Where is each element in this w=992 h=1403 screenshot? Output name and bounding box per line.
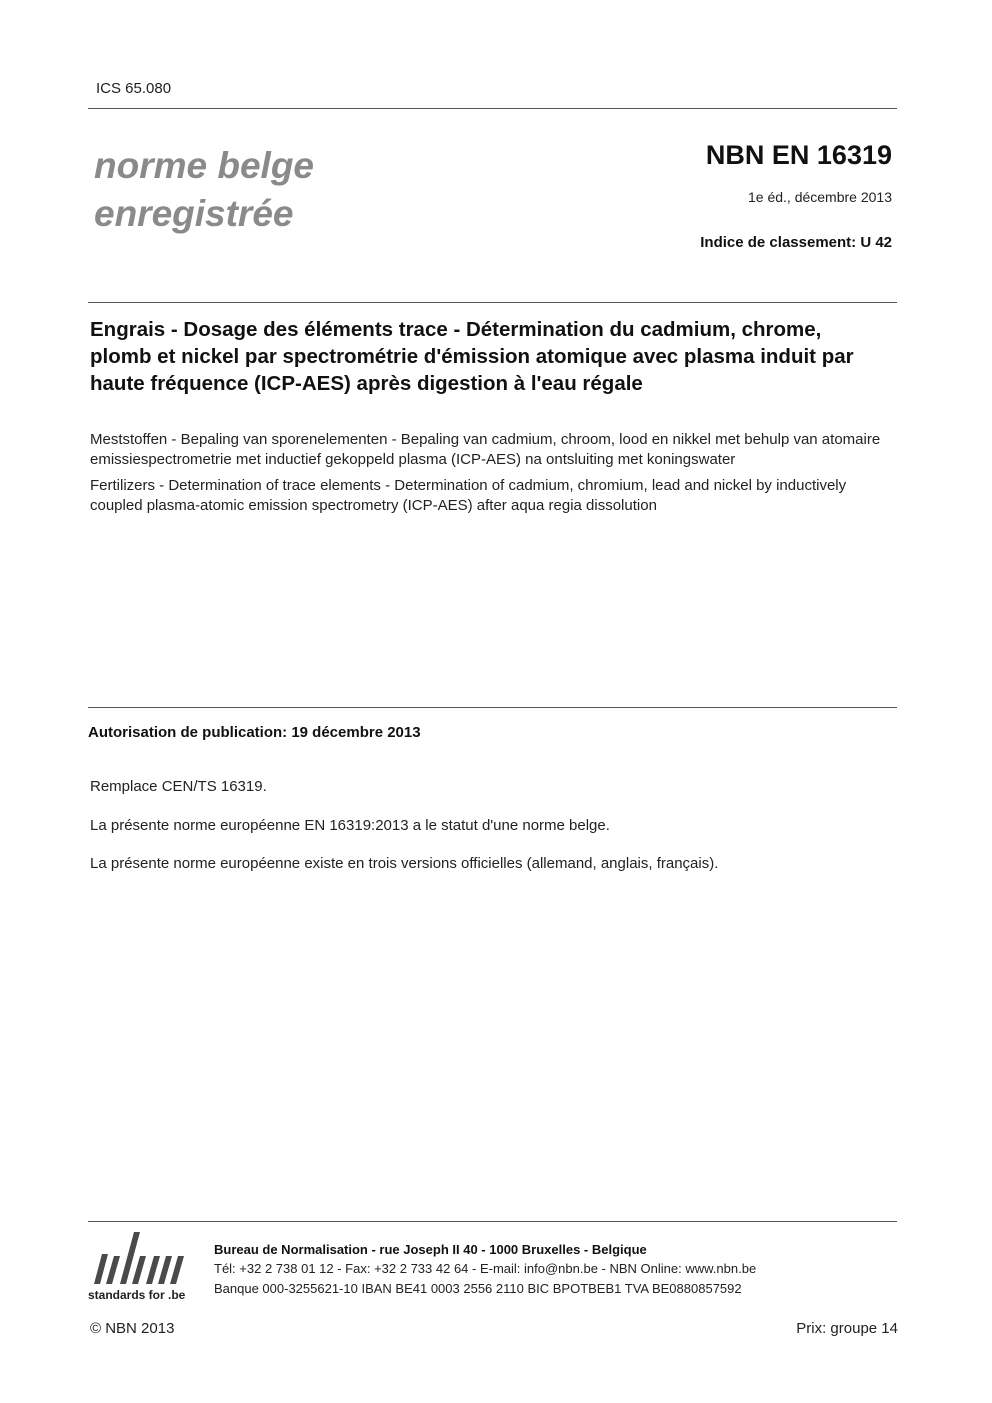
copyright: © NBN 2013 [90, 1320, 175, 1337]
divider-footer [88, 1221, 897, 1222]
divider-top [88, 108, 897, 109]
divider-publication [88, 707, 897, 708]
brand-line-2: enregistrée [94, 193, 294, 234]
title-dutch: Meststoffen - Bepaling van sporenelementen - Bepaling van cadmium, chroom, lood en nikkel met behulp van atomaire emissiespectrometrie met inductief gekoppeld plasma (ICP-AES) na ontsluiting met koningswater [90, 431, 881, 468]
price-group: Prix: groupe 14 [796, 1320, 898, 1337]
title-french: Engrais - Dosage des éléments trace - Détermination du cadmium, chrome, plomb et nickel par spectrométrie d'émission atomique avec plasma induit par haute fréquence (ICP-AES) après digestion à l'eau régale [90, 318, 854, 395]
nbn-logo-mark [90, 1230, 194, 1286]
footer-contact: Tél: +32 2 738 01 12 - Fax: +32 2 733 42 64 - E-mail: info@nbn.be - NBN Online: www.nbn.be [214, 1261, 757, 1276]
brand-title [94, 142, 314, 238]
logo-tagline: standards for .be [88, 1288, 186, 1302]
publication-authorisation: Autorisation de publication: 19 décembre 2013 [88, 724, 421, 741]
title-english: Fertilizers - Determination of trace elements - Determination of cadmium, chromium, lead and nickel by inductively coupled plasma-atomic emission spectrometry (ICP-AES) after aqua regia dissolution [90, 477, 847, 514]
edition-date: 1e éd., décembre 2013 [748, 189, 892, 205]
replaces-note: Remplace CEN/TS 16319. [90, 778, 267, 795]
nbn-logo [88, 1230, 198, 1304]
standard-number: NBN EN 16319 [705, 140, 892, 170]
ics-code: ICS 65.080 [96, 80, 172, 97]
status-note: La présente norme européenne EN 16319:2013 a le statut d'une norme belge. [90, 817, 610, 834]
divider-title [88, 302, 897, 303]
classification-index: Indice de classement: U 42 [700, 234, 892, 251]
versions-note: La présente norme européenne existe en trois versions officielles (allemand, anglais, français). [90, 855, 719, 872]
footer-bank: Banque 000-3255621-10 IBAN BE41 0003 2556 2110 BIC BPOTBEB1 TVA BE0880857592 [214, 1281, 742, 1296]
brand-line-1: norme belge [94, 145, 314, 186]
footer-address: Bureau de Normalisation - rue Joseph II 40 - 1000 Bruxelles - Belgique [214, 1242, 647, 1257]
